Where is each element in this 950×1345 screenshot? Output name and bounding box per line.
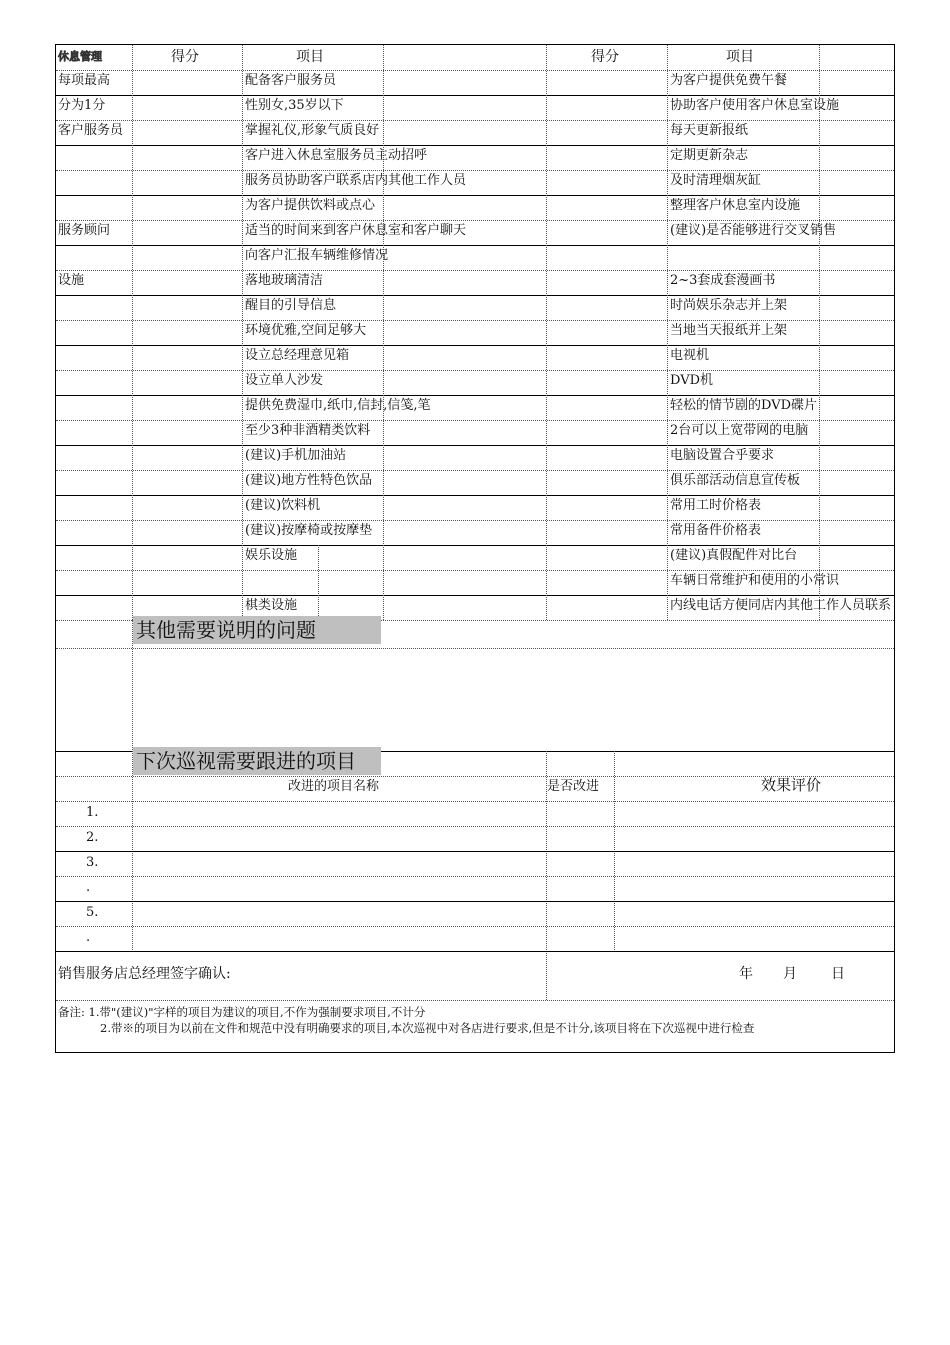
row-divider <box>56 370 894 371</box>
left-item: 掌握礼仪,形象气质良好 <box>245 123 380 138</box>
category-logo: 休息管理 <box>58 50 102 63</box>
left-item: 设立总经理意见箱 <box>245 348 350 363</box>
row-divider <box>56 648 894 649</box>
header-score-right: 得分 <box>591 49 619 65</box>
signature-day: 日 <box>831 966 845 982</box>
right-item: 常用工时价格表 <box>670 498 762 513</box>
right-item: 车辆日常维护和使用的小常识 <box>670 573 840 588</box>
row-divider <box>56 826 894 827</box>
left-item: 设立单人沙发 <box>245 373 324 388</box>
left-item: (建议)地方性特色饮品 <box>245 473 373 488</box>
right-item: 为客户提供免费午餐 <box>670 73 788 88</box>
left-item: 适当的时间来到客户休息室和客户聊天 <box>245 223 467 238</box>
category-label: 设施 <box>58 273 85 288</box>
signature-month: 月 <box>783 966 797 982</box>
left-item: 提供免费湿巾,纸巾,信封,信笺,笔 <box>245 398 431 413</box>
row-divider <box>56 520 894 521</box>
row-divider <box>56 851 894 852</box>
inspection-form <box>55 44 895 1053</box>
right-item: 当地当天报纸并上架 <box>670 323 788 338</box>
row-divider <box>56 245 894 246</box>
left-item: 配备客户服务员 <box>245 73 337 88</box>
row-divider <box>56 876 894 877</box>
right-item: 俱乐部活动信息宣传板 <box>670 473 801 488</box>
right-item: DVD机 <box>670 373 714 388</box>
col-project-name: 改进的项目名称 <box>288 779 380 794</box>
right-item: 常用备件价格表 <box>670 523 762 538</box>
row-divider <box>56 120 894 121</box>
signature-year: 年 <box>739 966 753 982</box>
followup-row-number: 3. <box>86 855 99 870</box>
left-item: 娱乐设施 <box>245 548 298 563</box>
left-item: 醒目的引导信息 <box>245 298 337 313</box>
right-item: (建议)真假配件对比台 <box>670 548 798 563</box>
col-improved: 是否改进 <box>547 779 600 794</box>
followup-row-number: . <box>86 880 91 895</box>
category-label: 分为1分 <box>58 98 106 113</box>
right-item: 2台可以上宽带网的电脑 <box>670 423 809 438</box>
row-divider <box>56 926 894 927</box>
left-item: (建议)手机加油站 <box>245 448 347 463</box>
left-item: (建议)饮料机 <box>245 498 321 513</box>
left-item: 为客户提供饮料或点心 <box>245 198 376 213</box>
header-item-left: 项目 <box>296 49 324 65</box>
left-item: 服务员协助客户联系店内其他工作人员 <box>245 173 467 188</box>
left-item: 性别女,35岁以下 <box>245 98 344 113</box>
row-divider <box>56 170 894 171</box>
col-effect: 效果评价 <box>761 776 822 794</box>
right-item: 时尚娱乐杂志并上架 <box>670 298 788 313</box>
left-item: 向客户汇报车辆维修情况 <box>245 248 389 263</box>
left-item: 落地玻璃清洁 <box>245 273 324 288</box>
right-item: 2~3套成套漫画书 <box>670 273 776 288</box>
column-divider <box>242 45 243 620</box>
row-divider <box>56 801 894 802</box>
right-item: (建议)是否能够进行交叉销售 <box>670 223 837 238</box>
header-score-left: 得分 <box>171 49 199 65</box>
right-item: 电视机 <box>670 348 710 363</box>
followup-row-number: 1. <box>86 805 99 820</box>
column-divider <box>667 45 668 620</box>
right-item: 及时清理烟灰缸 <box>670 173 762 188</box>
category-label: 服务顾问 <box>58 223 111 238</box>
row-divider <box>56 345 894 346</box>
row-divider <box>56 901 894 902</box>
left-item: 客户进入休息室服务员主动招呼 <box>245 148 428 163</box>
section-other-issues: 其他需要说明的问题 <box>133 616 381 644</box>
category-label: 客户服务员 <box>58 123 124 138</box>
right-item: 协助客户使用客户休息室设施 <box>670 98 840 113</box>
note-line-1: 备注: 1.带"(建议)"字样的项目为建议的项目,不作为强制要求项目,不计分 <box>58 1005 426 1019</box>
row-divider <box>56 1000 894 1001</box>
left-item: 至少3种非酒精类饮料 <box>245 423 371 438</box>
left-item: 棋类设施 <box>245 598 298 613</box>
followup-row-number: . <box>86 930 91 945</box>
column-divider <box>383 45 384 620</box>
row-divider <box>56 951 894 952</box>
header-item-right: 项目 <box>726 49 754 65</box>
left-item: (建议)按摩椅或按摩垫 <box>245 523 373 538</box>
note-line-2: 2.带※的项目为以前在文件和规范中没有明确要求的项目,本次巡视中对各店进行要求,但是不计分,该项目将在下次巡视中进行检查 <box>100 1021 755 1035</box>
column-divider <box>819 45 820 620</box>
followup-row-number: 2. <box>86 830 99 845</box>
column-divider <box>132 45 133 620</box>
row-divider <box>56 145 894 146</box>
right-item: 整理客户休息室内设施 <box>670 198 801 213</box>
right-item: 轻松的情节剧的DVD碟片 <box>670 398 818 413</box>
followup-row-number: 5. <box>86 905 99 920</box>
column-divider <box>318 545 319 620</box>
signature-label: 销售服务店总经理签字确认: <box>58 966 231 982</box>
row-divider <box>56 495 894 496</box>
column-divider <box>546 45 547 620</box>
section-follow-up: 下次巡视需要跟进的项目 <box>133 747 381 775</box>
right-item: 定期更新杂志 <box>670 148 749 163</box>
right-item: 内线电话方便同店内其他工作人员联系 <box>670 598 892 613</box>
right-item: 电脑设置合乎要求 <box>670 448 775 463</box>
right-item: 每天更新报纸 <box>670 123 749 138</box>
left-item: 环境优雅,空间足够大 <box>245 323 367 338</box>
category-label: 每项最高 <box>58 73 111 88</box>
